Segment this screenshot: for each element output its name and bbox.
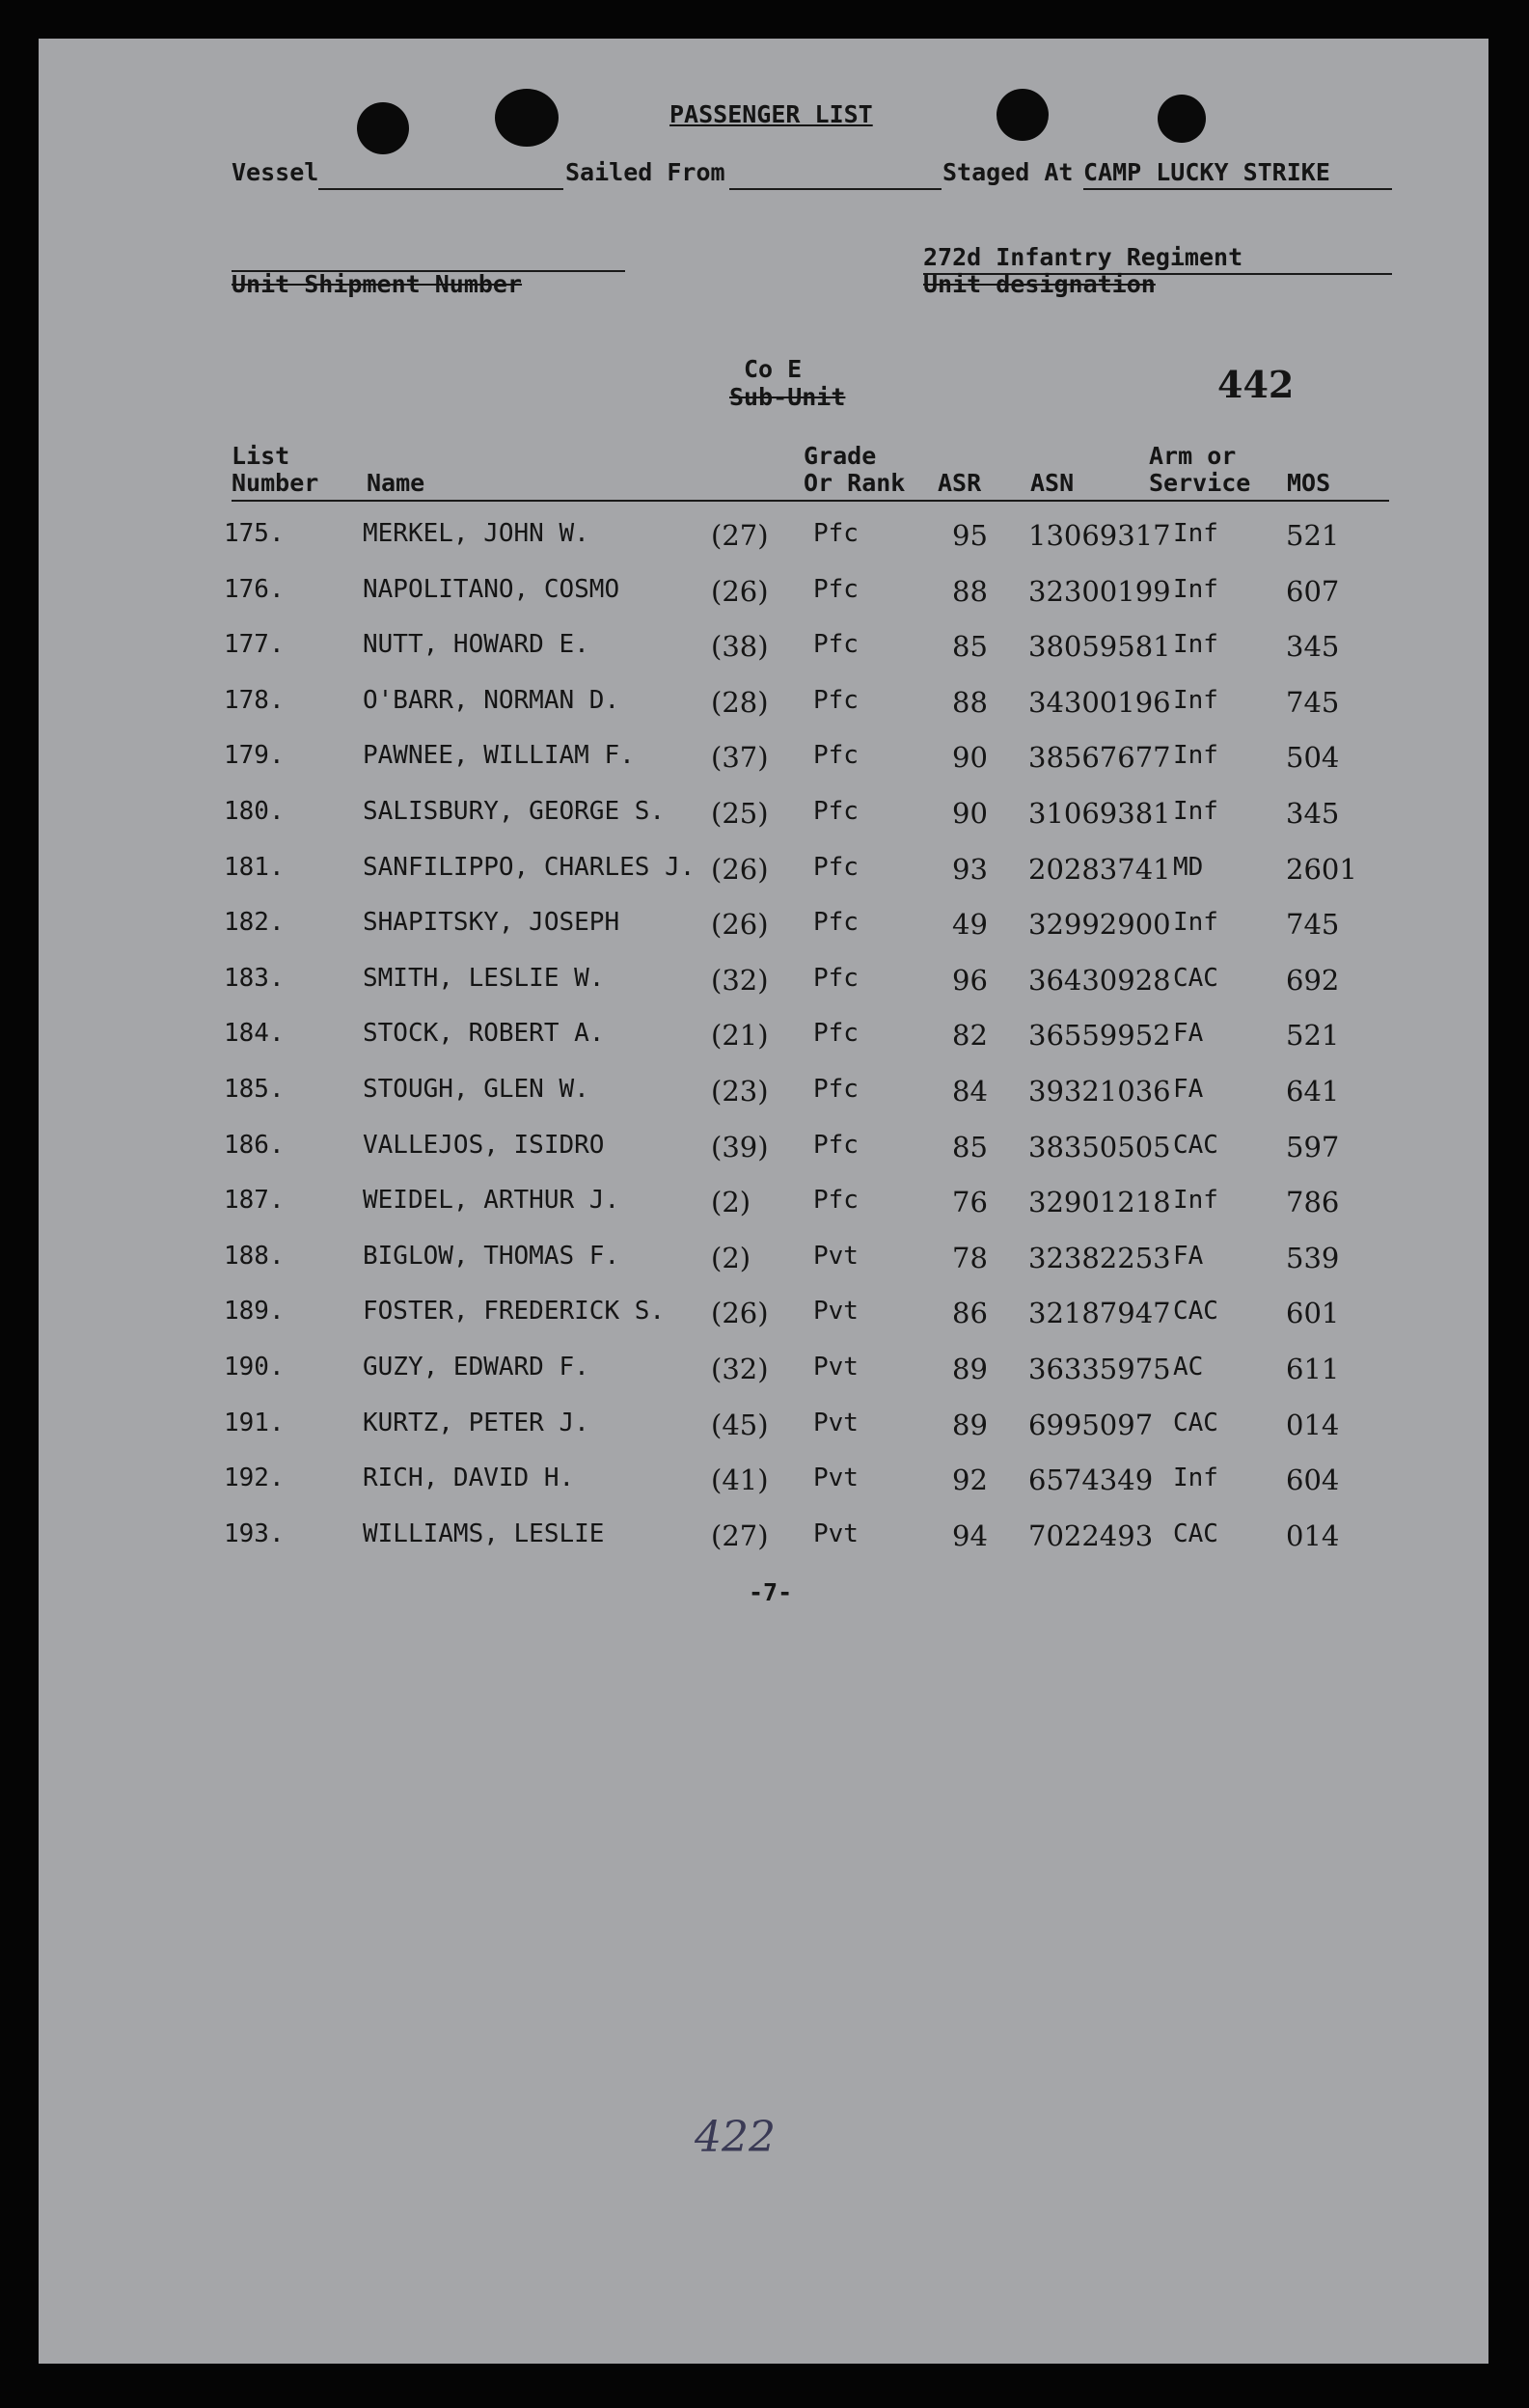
cell-asn: 6574349 <box>1028 1464 1154 1497</box>
col-list-number-1: List <box>232 442 290 470</box>
cell-arm: FA <box>1173 1019 1204 1049</box>
punch-hole <box>1158 95 1206 143</box>
col-list-number-2: Number <box>232 469 319 497</box>
cell-name: STOUGH, GLEN W. <box>363 1075 589 1104</box>
cell-grade: Pfc <box>813 741 859 771</box>
cell-grade: Pfc <box>813 519 859 548</box>
cell-age: (37) <box>711 741 769 775</box>
cell-grade: Pfc <box>813 852 859 882</box>
vessel-line <box>318 188 563 190</box>
vessel-label: Vessel <box>232 158 319 186</box>
cell-asn: 32382253 <box>1028 1241 1171 1274</box>
cell-age: (26) <box>711 1297 769 1330</box>
col-arm-1: Arm or <box>1149 442 1237 470</box>
cell-grade: Pfc <box>813 1186 859 1216</box>
cell-mos: 641 <box>1286 1075 1340 1108</box>
cell-arm: CAC <box>1173 1130 1218 1160</box>
cell-mos: 604 <box>1286 1464 1340 1497</box>
cell-name: SANFILIPPO, CHARLES J. <box>363 852 696 882</box>
table-row <box>39 1131 1488 1169</box>
cell-grade: Pfc <box>813 574 859 604</box>
cell-name: NUTT, HOWARD E. <box>363 630 589 660</box>
cell-arm: AC <box>1173 1353 1204 1382</box>
cell-asr: 88 <box>952 574 988 608</box>
cell-grade: Pvt <box>813 1241 859 1271</box>
cell-name: VALLEJOS, ISIDRO <box>363 1130 605 1160</box>
punch-hole <box>997 89 1049 141</box>
cell-name: FOSTER, FREDERICK S. <box>363 1297 666 1327</box>
cell-arm: CAC <box>1173 1297 1218 1327</box>
cell-asr: 88 <box>952 685 988 719</box>
col-asn: ASN <box>1030 469 1075 497</box>
cell-arm: Inf <box>1173 1186 1218 1216</box>
cell-name: RICH, DAVID H. <box>363 1464 575 1493</box>
cell-asn: 39321036 <box>1028 1075 1171 1108</box>
cell-arm: Inf <box>1173 908 1218 938</box>
cell-mos: 521 <box>1286 519 1340 552</box>
cell-grade: Pfc <box>813 630 859 660</box>
cell-asn: 38350505 <box>1028 1130 1171 1163</box>
cell-asn: 38059581 <box>1028 630 1171 664</box>
cell-num: 193. <box>224 1519 285 1548</box>
table-row <box>39 964 1488 1002</box>
cell-name: WEIDEL, ARTHUR J. <box>363 1186 620 1216</box>
cell-mos: 014 <box>1286 1408 1340 1441</box>
cell-num: 189. <box>224 1297 285 1327</box>
cell-age: (41) <box>711 1464 769 1497</box>
cell-num: 190. <box>224 1353 285 1382</box>
cell-age: (26) <box>711 574 769 608</box>
unit-designation-label: Unit designation <box>923 270 1156 298</box>
col-arm-2: Service <box>1149 469 1251 497</box>
cell-arm: Inf <box>1173 519 1218 548</box>
cell-age: (45) <box>711 1408 769 1441</box>
cell-age: (32) <box>711 963 769 997</box>
cell-num: 184. <box>224 1019 285 1049</box>
cell-num: 185. <box>224 1075 285 1104</box>
cell-name: WILLIAMS, LESLIE <box>363 1519 605 1548</box>
cell-mos: 345 <box>1286 630 1340 664</box>
cell-asr: 85 <box>952 630 988 664</box>
table-row <box>39 1519 1488 1558</box>
document-sheet <box>39 39 1488 2364</box>
page-title: PASSENGER LIST <box>669 100 873 128</box>
table-row <box>39 630 1488 669</box>
table-row <box>39 797 1488 835</box>
table-row <box>39 1464 1488 1502</box>
cell-grade: Pfc <box>813 685 859 715</box>
cell-asr: 90 <box>952 797 988 830</box>
cell-asn: 36430928 <box>1028 963 1171 997</box>
cell-asn: 6995097 <box>1028 1408 1154 1441</box>
cell-grade: Pfc <box>813 1019 859 1049</box>
cell-arm: CAC <box>1173 1408 1218 1437</box>
table-row <box>39 908 1488 946</box>
cell-name: BIGLOW, THOMAS F. <box>363 1241 620 1271</box>
cell-mos: 601 <box>1286 1297 1340 1330</box>
cell-arm: FA <box>1173 1241 1204 1271</box>
cell-arm: Inf <box>1173 741 1218 771</box>
table-row <box>39 519 1488 558</box>
cell-age: (26) <box>711 852 769 886</box>
cell-grade: Pvt <box>813 1519 859 1548</box>
cell-mos: 745 <box>1286 685 1340 719</box>
cell-asn: 36559952 <box>1028 1019 1171 1053</box>
cell-num: 178. <box>224 685 285 715</box>
cell-mos: 786 <box>1286 1186 1340 1219</box>
cell-num: 180. <box>224 797 285 826</box>
cell-age: (2) <box>711 1241 751 1274</box>
table-row <box>39 1353 1488 1391</box>
col-name: Name <box>367 469 425 497</box>
header-rule <box>232 500 1389 502</box>
cell-arm: MD <box>1173 852 1204 882</box>
cell-grade: Pvt <box>813 1464 859 1493</box>
cell-age: (27) <box>711 519 769 552</box>
cell-asr: 89 <box>952 1353 988 1385</box>
cell-arm: Inf <box>1173 685 1218 715</box>
cell-asr: 84 <box>952 1075 988 1108</box>
col-asr: ASR <box>938 469 982 497</box>
cell-num: 176. <box>224 574 285 604</box>
cell-num: 187. <box>224 1186 285 1216</box>
col-mos: MOS <box>1287 469 1331 497</box>
cell-mos: 014 <box>1286 1519 1340 1552</box>
sailed-from-line <box>729 188 942 190</box>
cell-mos: 2601 <box>1286 852 1357 886</box>
cell-grade: Pvt <box>813 1297 859 1327</box>
cell-arm: CAC <box>1173 1519 1218 1548</box>
cell-asn: 32300199 <box>1028 574 1171 608</box>
cell-num: 186. <box>224 1130 285 1160</box>
cell-grade: Pfc <box>813 797 859 826</box>
cell-asr: 92 <box>952 1464 988 1497</box>
sailed-from-label: Sailed From <box>565 158 725 186</box>
cell-num: 179. <box>224 741 285 771</box>
cell-name: STOCK, ROBERT A. <box>363 1019 605 1049</box>
cell-asr: 78 <box>952 1241 988 1274</box>
table-row <box>39 575 1488 614</box>
cell-asr: 93 <box>952 852 988 886</box>
staged-at-line <box>1083 188 1392 190</box>
punch-hole <box>495 89 559 147</box>
cell-name: GUZY, EDWARD F. <box>363 1353 589 1382</box>
cell-grade: Pfc <box>813 908 859 938</box>
cell-age: (27) <box>711 1519 769 1552</box>
table-row <box>39 1075 1488 1113</box>
cell-mos: 597 <box>1286 1130 1340 1163</box>
cell-age: (28) <box>711 685 769 719</box>
cell-asr: 76 <box>952 1186 988 1219</box>
cell-age: (23) <box>711 1075 769 1108</box>
cell-grade: Pfc <box>813 963 859 993</box>
cell-num: 183. <box>224 963 285 993</box>
unit-designation-value: 272d Infantry Regiment <box>923 243 1243 271</box>
cell-age: (26) <box>711 908 769 942</box>
col-grade-1: Grade <box>804 442 877 470</box>
cell-arm: Inf <box>1173 574 1218 604</box>
table-row <box>39 686 1488 725</box>
cell-asn: 31069381 <box>1028 797 1171 830</box>
cell-num: 177. <box>224 630 285 660</box>
cell-asn: 34300196 <box>1028 685 1171 719</box>
cell-age: (25) <box>711 797 769 830</box>
cell-mos: 692 <box>1286 963 1340 997</box>
cell-asn: 36335975 <box>1028 1353 1171 1385</box>
cell-asr: 82 <box>952 1019 988 1053</box>
cell-mos: 607 <box>1286 574 1340 608</box>
cell-mos: 504 <box>1286 741 1340 775</box>
cell-age: (2) <box>711 1186 751 1219</box>
cell-asn: 20283741 <box>1028 852 1171 886</box>
table-row <box>39 1242 1488 1280</box>
cell-age: (32) <box>711 1353 769 1385</box>
staged-at-label: Staged At <box>942 158 1074 186</box>
page-number: -7- <box>749 1578 793 1606</box>
cell-asn: 38567677 <box>1028 741 1171 775</box>
cell-asr: 89 <box>952 1408 988 1441</box>
cell-asr: 86 <box>952 1297 988 1330</box>
cell-arm: CAC <box>1173 963 1218 993</box>
cell-mos: 521 <box>1286 1019 1340 1053</box>
table-row <box>39 1409 1488 1447</box>
cell-num: 192. <box>224 1464 285 1493</box>
cell-arm: Inf <box>1173 797 1218 826</box>
cell-num: 188. <box>224 1241 285 1271</box>
cell-age: (21) <box>711 1019 769 1053</box>
cell-asr: 49 <box>952 908 988 942</box>
cell-mos: 745 <box>1286 908 1340 942</box>
unit-shipment-label: Unit Shipment Number <box>232 270 523 298</box>
cell-mos: 539 <box>1286 1241 1340 1274</box>
table-row <box>39 741 1488 780</box>
cell-age: (38) <box>711 630 769 664</box>
table-row <box>39 1297 1488 1335</box>
cell-name: KURTZ, PETER J. <box>363 1408 589 1437</box>
page-code: 442 <box>1217 363 1295 406</box>
staged-at-value: CAMP LUCKY STRIKE <box>1083 158 1330 186</box>
sub-unit-label: Sub-Unit <box>729 383 846 411</box>
cell-num: 181. <box>224 852 285 882</box>
cell-mos: 345 <box>1286 797 1340 830</box>
cell-arm: Inf <box>1173 630 1218 660</box>
cell-name: SALISBURY, GEORGE S. <box>363 797 666 826</box>
cell-asr: 85 <box>952 1130 988 1163</box>
cell-asr: 94 <box>952 1519 988 1552</box>
cell-asn: 32187947 <box>1028 1297 1171 1330</box>
cell-name: NAPOLITANO, COSMO <box>363 574 620 604</box>
cell-asr: 96 <box>952 963 988 997</box>
cell-asn: 7022493 <box>1028 1519 1154 1552</box>
sub-unit-value: Co E <box>744 355 803 383</box>
cell-asn: 13069317 <box>1028 519 1171 552</box>
cell-grade: Pfc <box>813 1075 859 1104</box>
cell-grade: Pvt <box>813 1353 859 1382</box>
cell-num: 191. <box>224 1408 285 1437</box>
table-row <box>39 1186 1488 1224</box>
table-row <box>39 853 1488 891</box>
cell-name: MERKEL, JOHN W. <box>363 519 589 548</box>
cell-asr: 95 <box>952 519 988 552</box>
handwritten-note: 422 <box>695 2113 776 2162</box>
cell-num: 175. <box>224 519 285 548</box>
cell-name: SMITH, LESLIE W. <box>363 963 605 993</box>
cell-grade: Pvt <box>813 1408 859 1437</box>
punch-hole <box>357 102 409 154</box>
cell-grade: Pfc <box>813 1130 859 1160</box>
cell-num: 182. <box>224 908 285 938</box>
cell-name: O'BARR, NORMAN D. <box>363 685 620 715</box>
cell-asr: 90 <box>952 741 988 775</box>
cell-asn: 32992900 <box>1028 908 1171 942</box>
cell-asn: 32901218 <box>1028 1186 1171 1219</box>
cell-name: SHAPITSKY, JOSEPH <box>363 908 620 938</box>
cell-arm: Inf <box>1173 1464 1218 1493</box>
cell-age: (39) <box>711 1130 769 1163</box>
table-row <box>39 1019 1488 1057</box>
cell-name: PAWNEE, WILLIAM F. <box>363 741 635 771</box>
cell-mos: 611 <box>1286 1353 1340 1385</box>
cell-arm: FA <box>1173 1075 1204 1104</box>
col-grade-2: Or Rank <box>804 469 906 497</box>
